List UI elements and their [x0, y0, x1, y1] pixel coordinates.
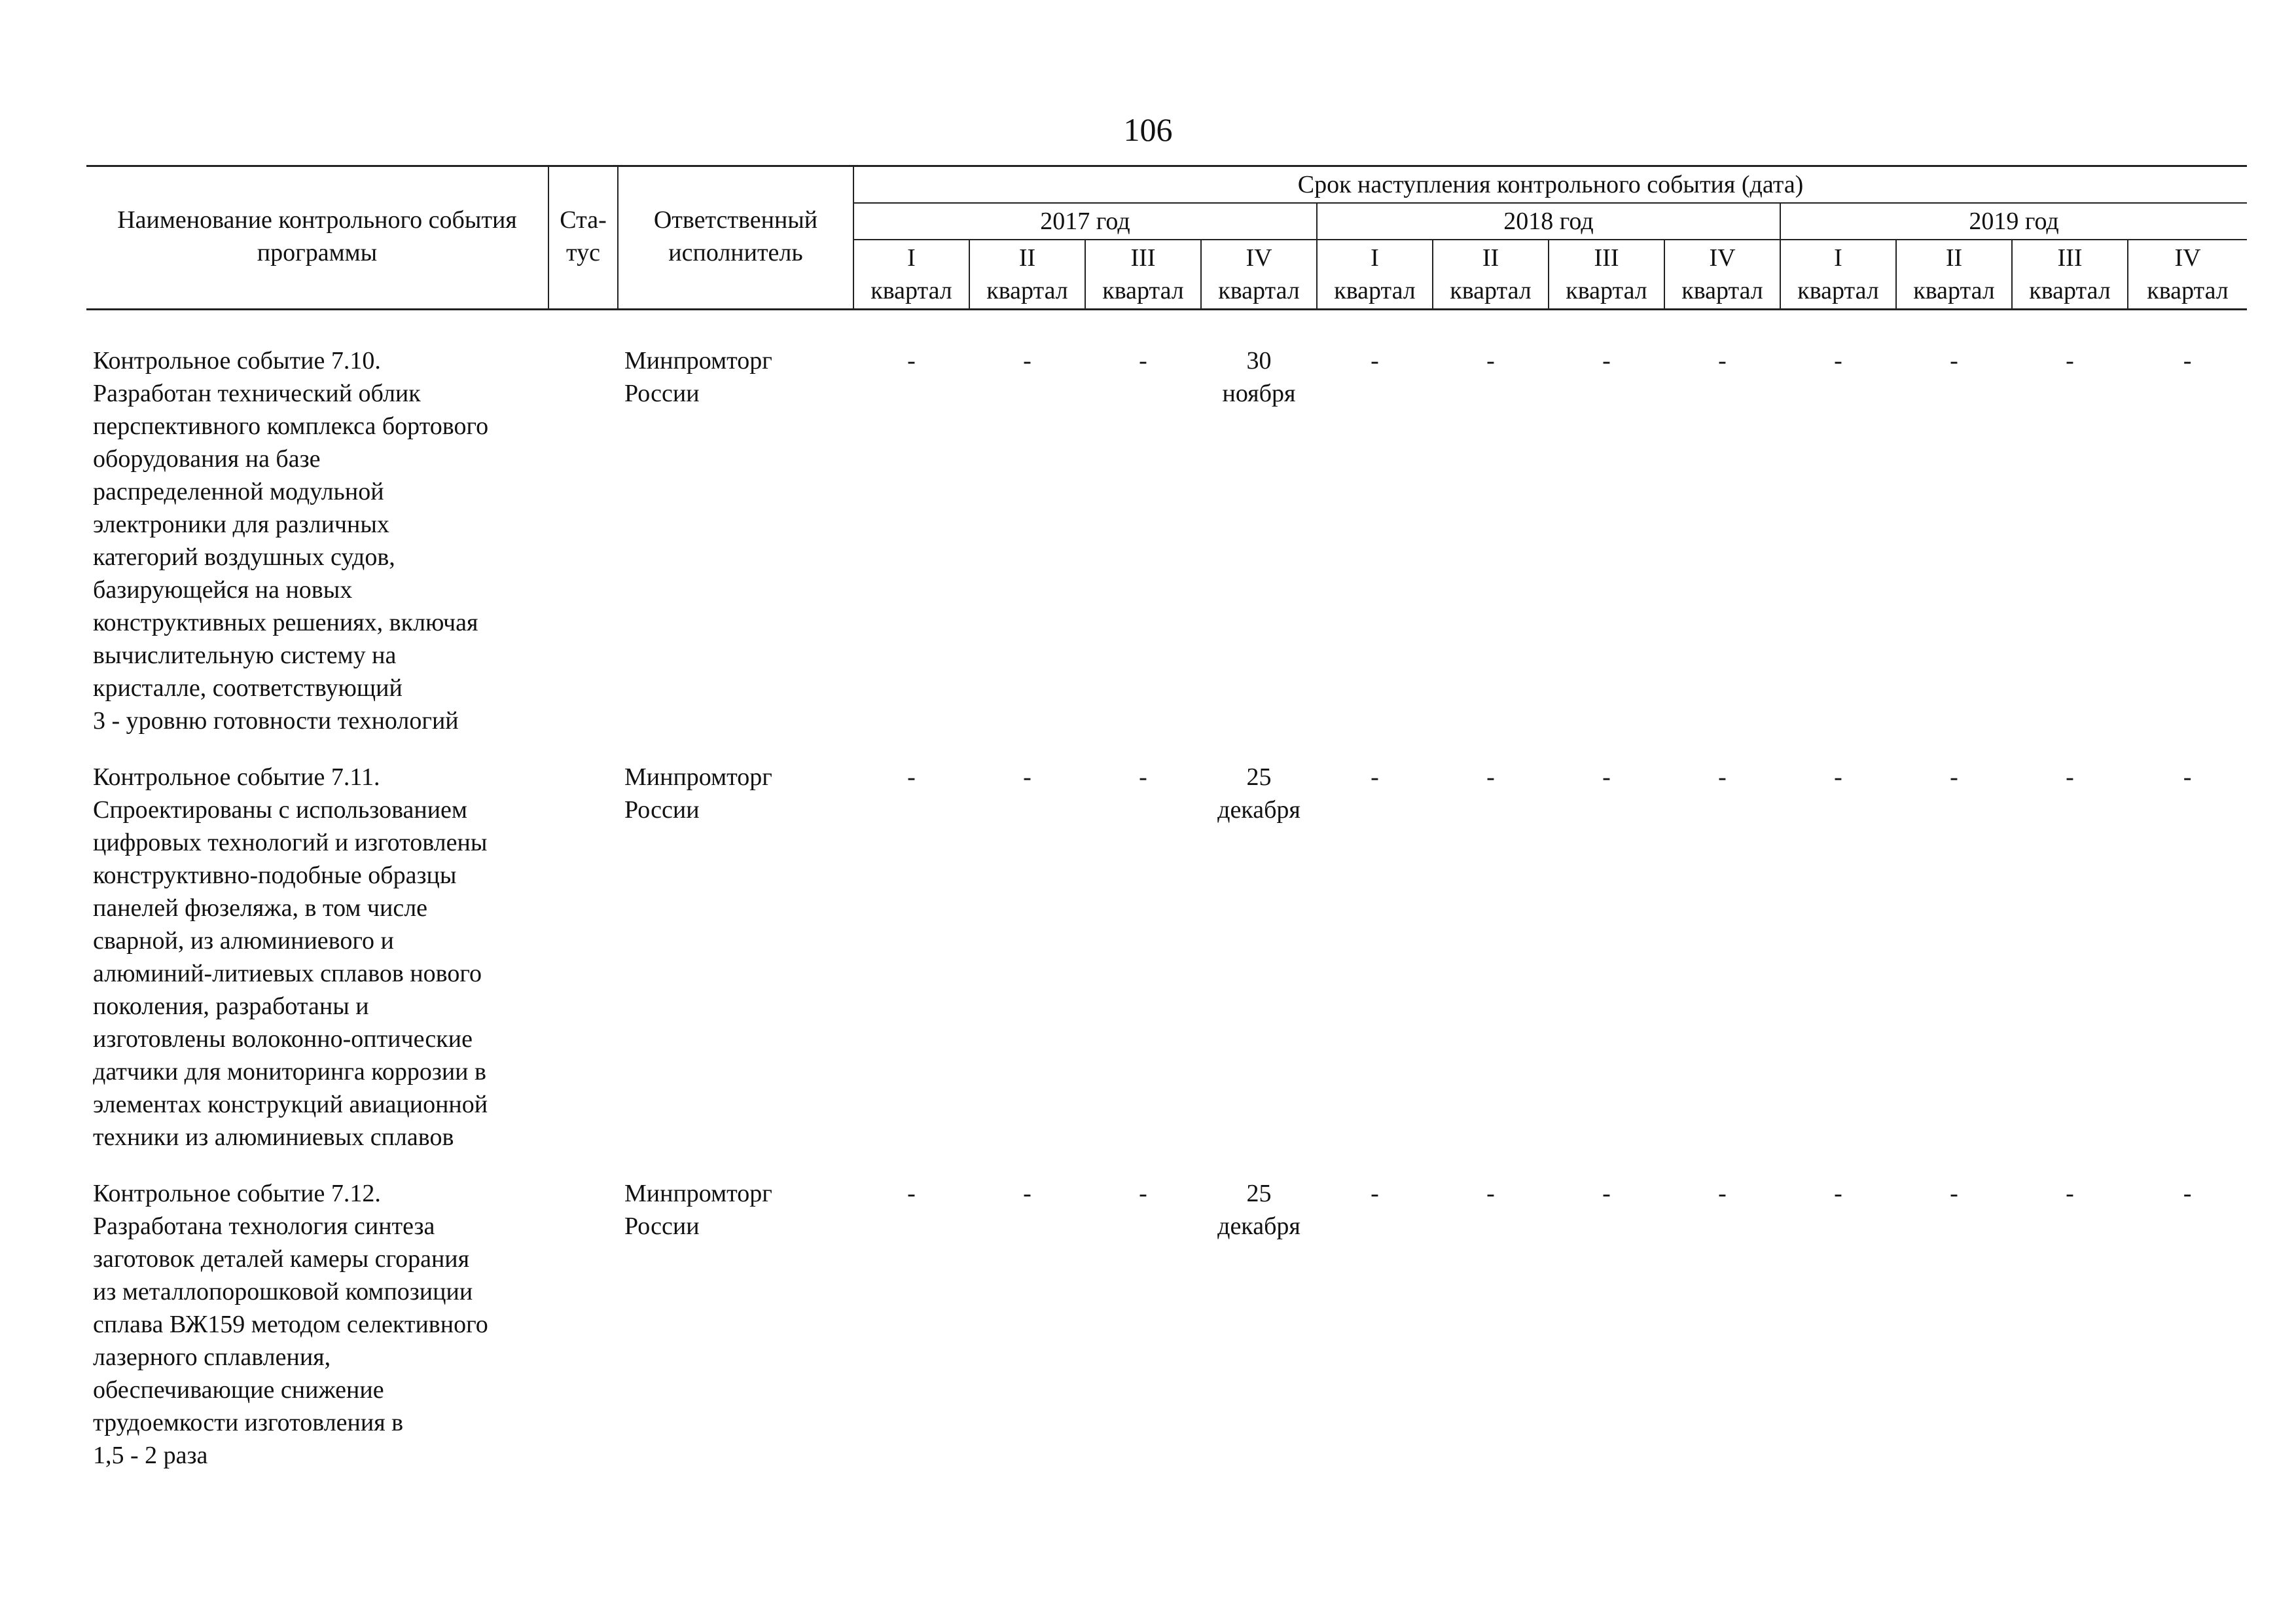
header-quarter: [1896, 240, 2012, 310]
quarter-number: II: [1945, 244, 1963, 272]
quarter-word: квартал: [2029, 277, 2111, 304]
header-quarter: [969, 240, 1085, 310]
quarter-date-cell: 25 декабря: [1217, 1180, 1300, 1240]
header-quarter: [2128, 240, 2247, 310]
quarter-date-cell: -: [1950, 763, 1958, 791]
header-year: 2017 год: [853, 203, 1317, 240]
quarter-word: квартал: [1218, 277, 1300, 304]
quarter-date-cell: -: [907, 763, 916, 791]
header-year: 2018 год: [1317, 203, 1780, 240]
quarter-word: квартал: [1913, 277, 1995, 304]
quarter-number: III: [1130, 244, 1156, 272]
header-year: 2019 год: [1780, 203, 2247, 240]
event-status: [548, 344, 618, 761]
quarter-date-cell: -: [1486, 1180, 1495, 1207]
quarter-word: квартал: [1566, 277, 1647, 304]
quarter-date-cell: -: [2183, 763, 2192, 791]
header-quarter: [1085, 240, 1201, 310]
quarter-number: I: [1371, 244, 1379, 272]
quarter-date-cell: -: [1486, 347, 1495, 374]
table-row: [86, 761, 2247, 1177]
quarter-date-cell: -: [907, 347, 916, 374]
quarter-date-cell: 25 декабря: [1217, 763, 1300, 824]
quarter-word: квартал: [1102, 277, 1184, 304]
header-quarter: [1433, 240, 1549, 310]
event-name: Контрольное событие 7.10. Разработан технический облик перспективного комплекса бортового оборудования на базе распределенной модульной электроники для различных категорий воздушных судов, базирующейся на новых конструктивных решениях, включая вычислительную систему на кристалле, соответствующий 3 - уровню готовности технологий: [93, 347, 489, 735]
quarter-date-cell: -: [1834, 347, 1842, 374]
quarter-date-cell: -: [2183, 347, 2192, 374]
table-row: [86, 1177, 2247, 1495]
event-executor: Минпромторг России: [624, 347, 772, 407]
quarter-number: I: [907, 244, 916, 272]
quarter-number: IV: [2174, 244, 2201, 272]
header-status: Ста- тус: [548, 166, 618, 310]
quarter-word: квартал: [870, 277, 952, 304]
quarter-date-cell: -: [1371, 347, 1379, 374]
header-quarter: [853, 240, 969, 310]
quarter-number: II: [1482, 244, 1499, 272]
quarter-date-cell: -: [1602, 347, 1611, 374]
event-status: [548, 761, 618, 1177]
quarter-date-cell: -: [1139, 763, 1147, 791]
quarter-word: квартал: [1450, 277, 1532, 304]
quarter-date-cell: -: [1023, 347, 1031, 374]
quarter-date-cell: -: [2066, 347, 2074, 374]
quarter-date-cell: -: [2066, 1180, 2074, 1207]
quarter-date-cell: 30 ноября: [1222, 347, 1296, 407]
event-status: [548, 1177, 618, 1495]
quarter-date-cell: -: [1602, 1180, 1611, 1207]
quarter-date-cell: -: [1718, 347, 1727, 374]
quarter-date-cell: -: [907, 1180, 916, 1207]
event-name: Контрольное событие 7.12. Разработана технология синтеза заготовок деталей камеры сгорания из металлопорошковой композиции сплава ВЖ159 методом селективного лазерного сплавления, обеспечивающие снижение трудоемкости изготовления в 1,5 - 2 раза: [93, 1180, 488, 1469]
quarter-number: III: [1594, 244, 1619, 272]
header-event-name: Наименование контрольного события программы: [86, 166, 548, 310]
header-quarter: [1549, 240, 1664, 310]
quarter-number: IV: [1709, 244, 1736, 272]
quarter-date-cell: -: [1023, 763, 1031, 791]
quarter-date-cell: -: [1718, 1180, 1727, 1207]
quarter-word: квартал: [2147, 277, 2229, 304]
quarter-word: квартал: [986, 277, 1068, 304]
header-quarter: [2012, 240, 2128, 310]
event-name: Контрольное событие 7.11. Спроектированы с использованием цифровых технологий и изготовлены конструктивно-подобные образцы панелей фюзеляжа, в том числе сварной, из алюминиевого и алюминий-литиевых сплавов нового поколения, разработаны и изготовлены волоконно-оптические датчики для мониторинга коррозии в элементах конструкций авиационной техники из алюминиевых сплавов: [93, 763, 488, 1151]
header-quarter: [1317, 240, 1433, 310]
header-executor: Ответственный исполнитель: [618, 166, 853, 310]
quarter-date-cell: -: [1718, 763, 1727, 791]
quarter-date-cell: -: [2183, 1180, 2192, 1207]
quarter-date-cell: -: [1139, 347, 1147, 374]
quarter-date-cell: -: [1486, 763, 1495, 791]
quarter-word: квартал: [1334, 277, 1416, 304]
quarter-date-cell: -: [1023, 1180, 1031, 1207]
event-executor: Минпромторг России: [624, 763, 772, 824]
quarter-date-cell: -: [1602, 763, 1611, 791]
header-period-title: Срок наступления контрольного события (дата): [853, 166, 2247, 204]
quarter-date-cell: -: [1371, 1180, 1379, 1207]
quarter-number: IV: [1246, 244, 1272, 272]
quarter-date-cell: -: [1834, 1180, 1842, 1207]
header-quarter: [1780, 240, 1896, 310]
quarter-word: квартал: [1681, 277, 1763, 304]
quarter-date-cell: -: [1950, 1180, 1958, 1207]
quarter-date-cell: -: [1139, 1180, 1147, 1207]
quarter-date-cell: -: [2066, 763, 2074, 791]
table-row: [86, 344, 2247, 761]
control-events-table: [86, 165, 2247, 1495]
quarter-number: II: [1018, 244, 1036, 272]
header-quarter: [1664, 240, 1780, 310]
quarter-number: III: [2057, 244, 2083, 272]
page-number: 106: [1123, 111, 1173, 148]
quarter-date-cell: -: [1371, 763, 1379, 791]
quarter-date-cell: -: [1834, 763, 1842, 791]
quarter-number: I: [1834, 244, 1842, 272]
header-quarter: [1201, 240, 1317, 310]
event-executor: Минпромторг России: [624, 1180, 772, 1240]
quarter-date-cell: -: [1950, 347, 1958, 374]
quarter-word: квартал: [1797, 277, 1879, 304]
